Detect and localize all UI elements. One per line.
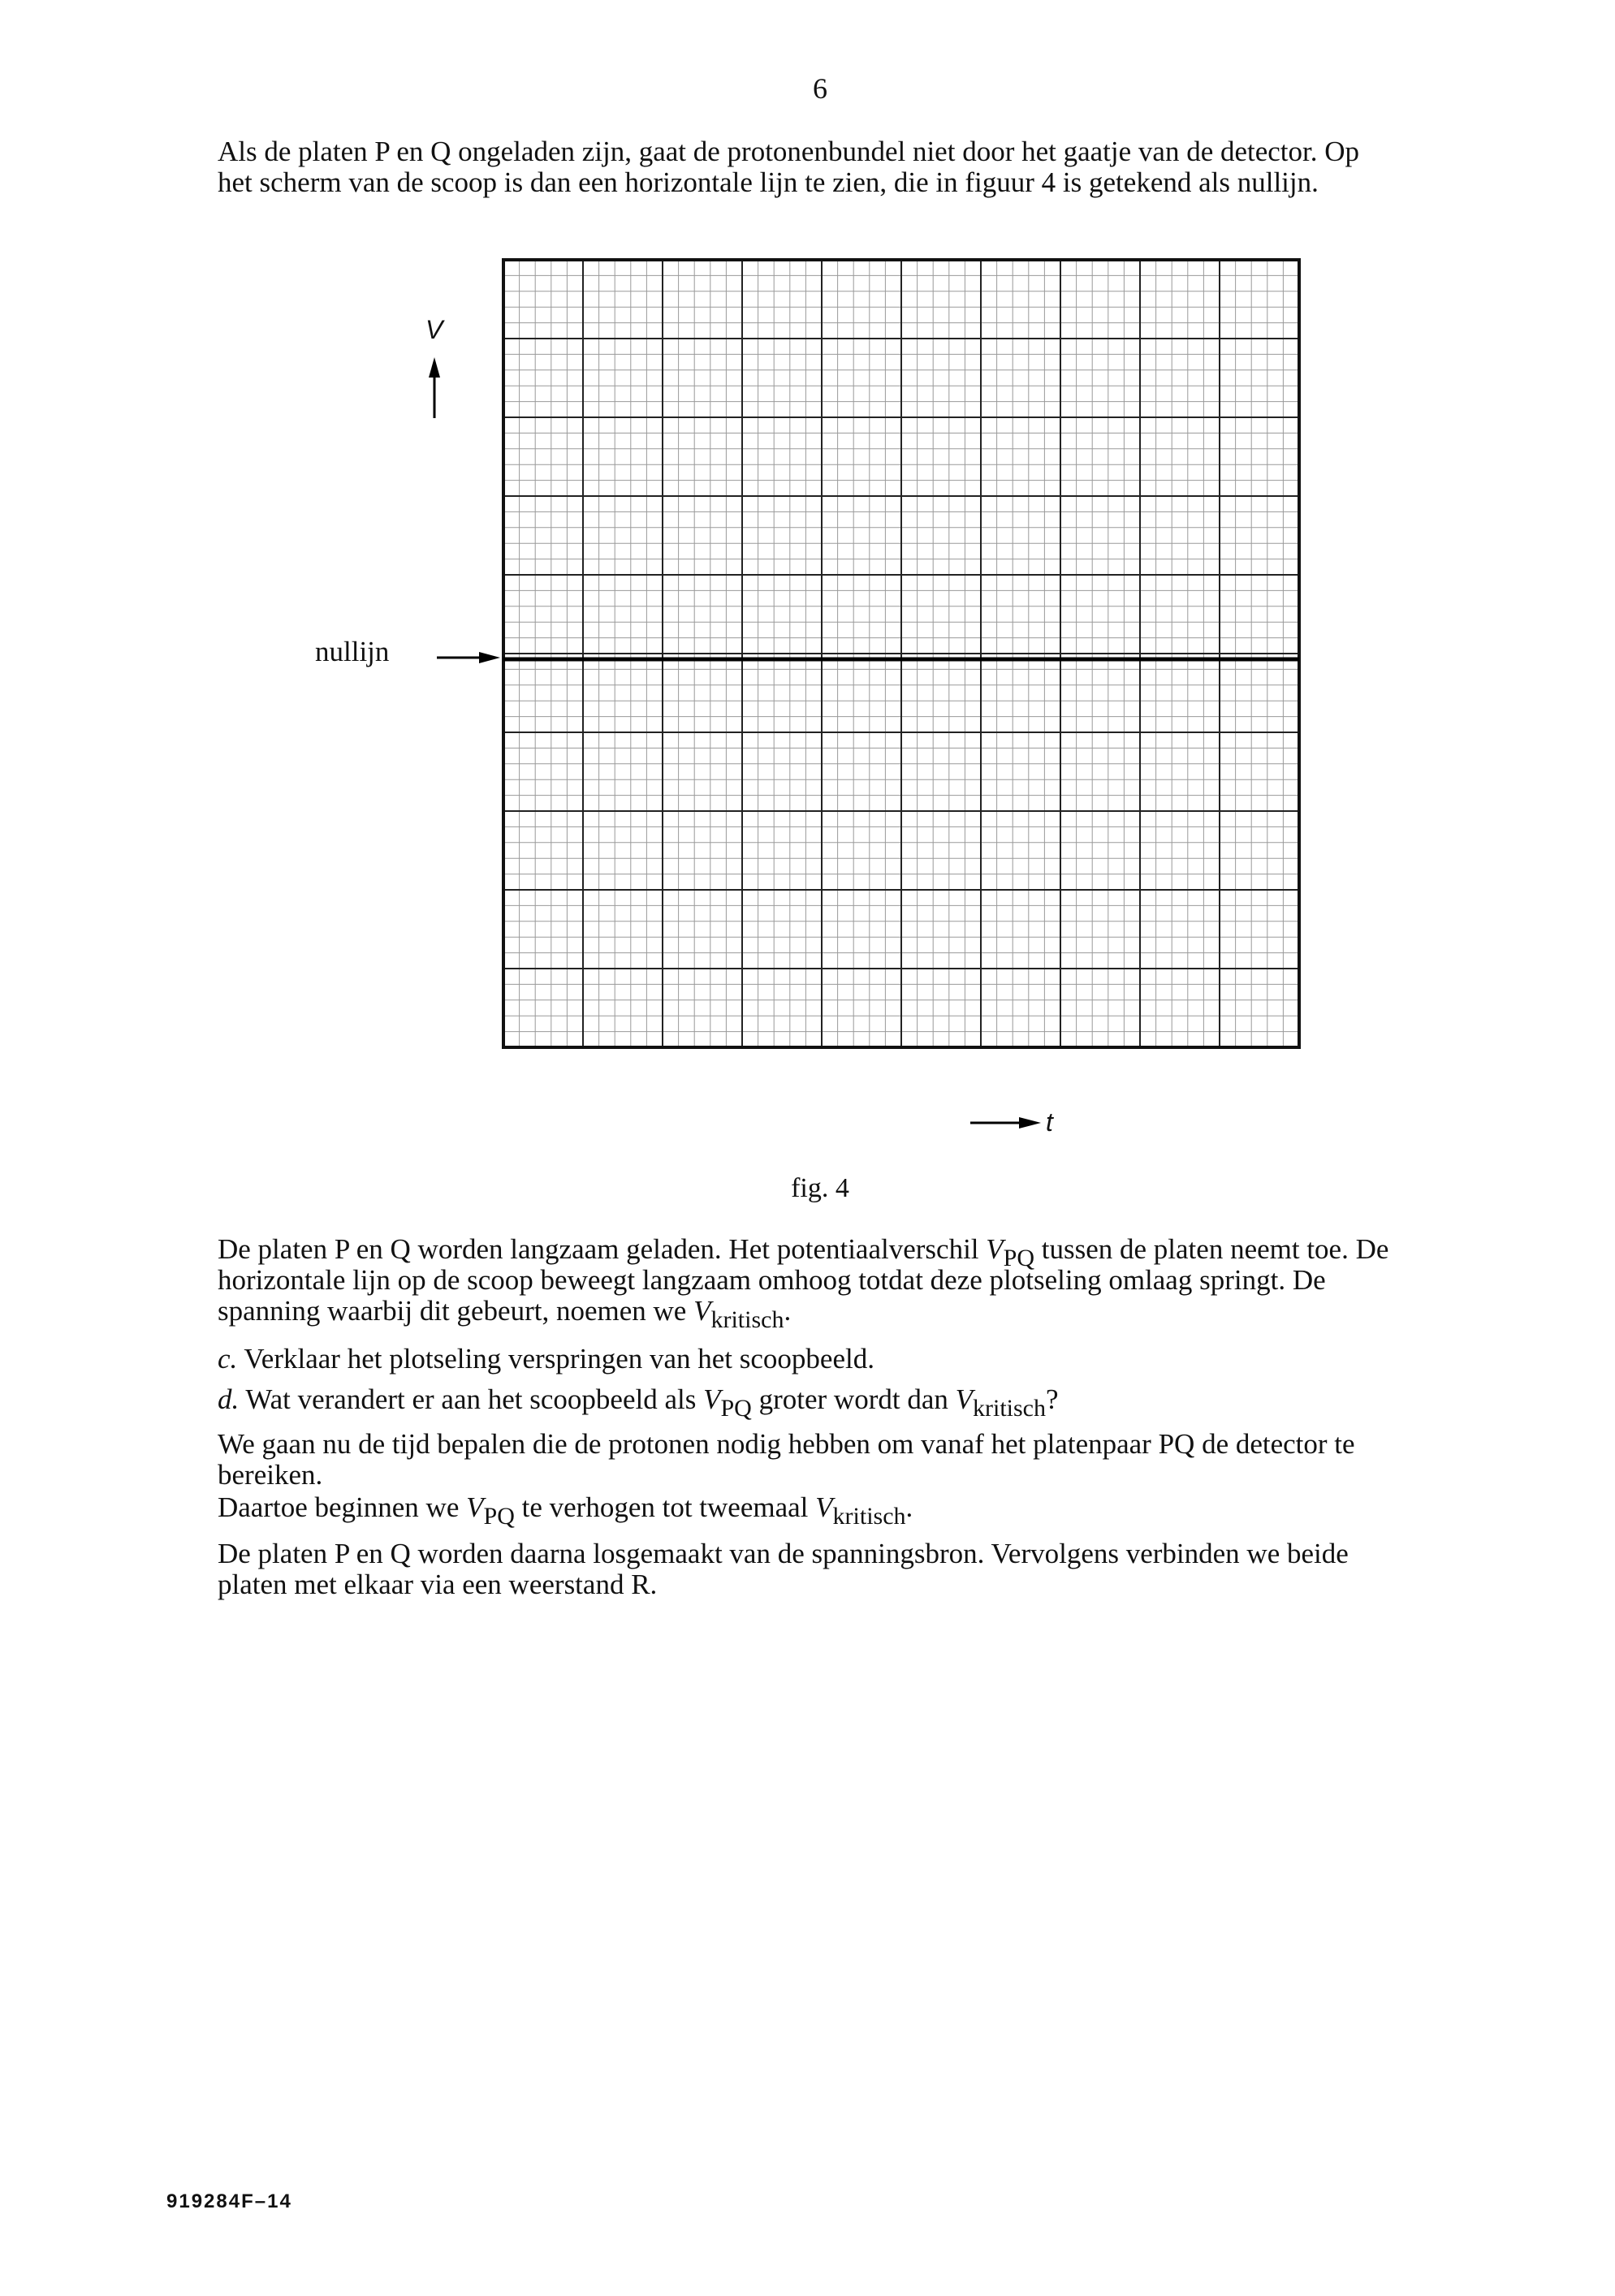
zero-line-pointer-arrow [437, 652, 500, 663]
v-axis-arrow [429, 357, 440, 418]
question-d-text-end: ? [1046, 1383, 1059, 1415]
v-subscript: PQ [483, 1503, 515, 1530]
page-number: 6 [813, 72, 827, 105]
v-symbol: V [703, 1383, 721, 1415]
v-symbol: V [466, 1491, 484, 1523]
charging-paragraph [218, 1233, 1395, 1333]
v-subscript: kritisch [973, 1395, 1046, 1422]
v-symbol: V [815, 1491, 833, 1523]
charging-text-2: tussen de platen neemt toe. De horizontale lijn op de scoop beweegt langzaam omhoog totdat deze plotseling omlaag springt. De spanning waarbij dit gebeurt, noemen we [218, 1233, 1389, 1327]
v-subscript: PQ [720, 1395, 752, 1422]
charging-text-end: . [784, 1295, 792, 1327]
question-c-text: Verklaar het plotseling verspringen van het scoopbeeld. [237, 1343, 874, 1375]
v-subscript: kritisch [832, 1503, 906, 1530]
question-d-label: d. [218, 1383, 240, 1415]
question-d-text-1: Wat verandert er aan het scoopbeeld als [239, 1383, 704, 1415]
grid-major-lines [503, 260, 1299, 1047]
time-paragraph: We gaan nu de tijd bepalen die de protonen nodig hebben om vanaf het platenpaar PQ de detector te bereiken. [218, 1428, 1355, 1491]
question-c-label: c. [218, 1343, 238, 1375]
v-subscript: PQ [1003, 1245, 1035, 1271]
document-code: 919284F–14 [166, 2190, 292, 2212]
resistor-paragraph: De platen P en Q worden daarna losgemaakt van de spanningsbron. Vervolgens verbinden we beide platen met elkaar via een weerstand R. [218, 1538, 1349, 1600]
charging-text-1: De platen P en Q worden langzaam geladen. Het potentiaalverschil [218, 1233, 987, 1265]
double-voltage-paragraph [218, 1491, 1395, 1530]
t-axis-arrow [970, 1117, 1041, 1129]
intro-paragraph: Als de platen P en Q ongeladen zijn, gaat de protonenbundel niet door het gaatje van de detector. Op het scherm van de scoop is dan een horizontale lijn te zien, die in figuur 4 is getekend als nullijn. [218, 136, 1360, 198]
question-d [218, 1383, 1395, 1422]
double-voltage-text-end: . [905, 1491, 913, 1523]
question-c [218, 1344, 1395, 1375]
v-symbol: V [955, 1383, 973, 1415]
v-symbol: V [986, 1233, 1004, 1265]
y-axis-label: V [425, 315, 443, 344]
question-d-text-2: groter wordt dan [751, 1383, 956, 1415]
x-axis-label: t [1046, 1107, 1053, 1137]
v-subscript: kritisch [710, 1306, 784, 1333]
zero-line-label: nullijn [315, 636, 390, 667]
v-symbol: V [693, 1295, 711, 1327]
double-voltage-text-2: te verhogen tot tweemaal [514, 1491, 816, 1523]
double-voltage-text-1: Daartoe beginnen we [218, 1491, 467, 1523]
figure-caption: fig. 4 [791, 1173, 849, 1203]
